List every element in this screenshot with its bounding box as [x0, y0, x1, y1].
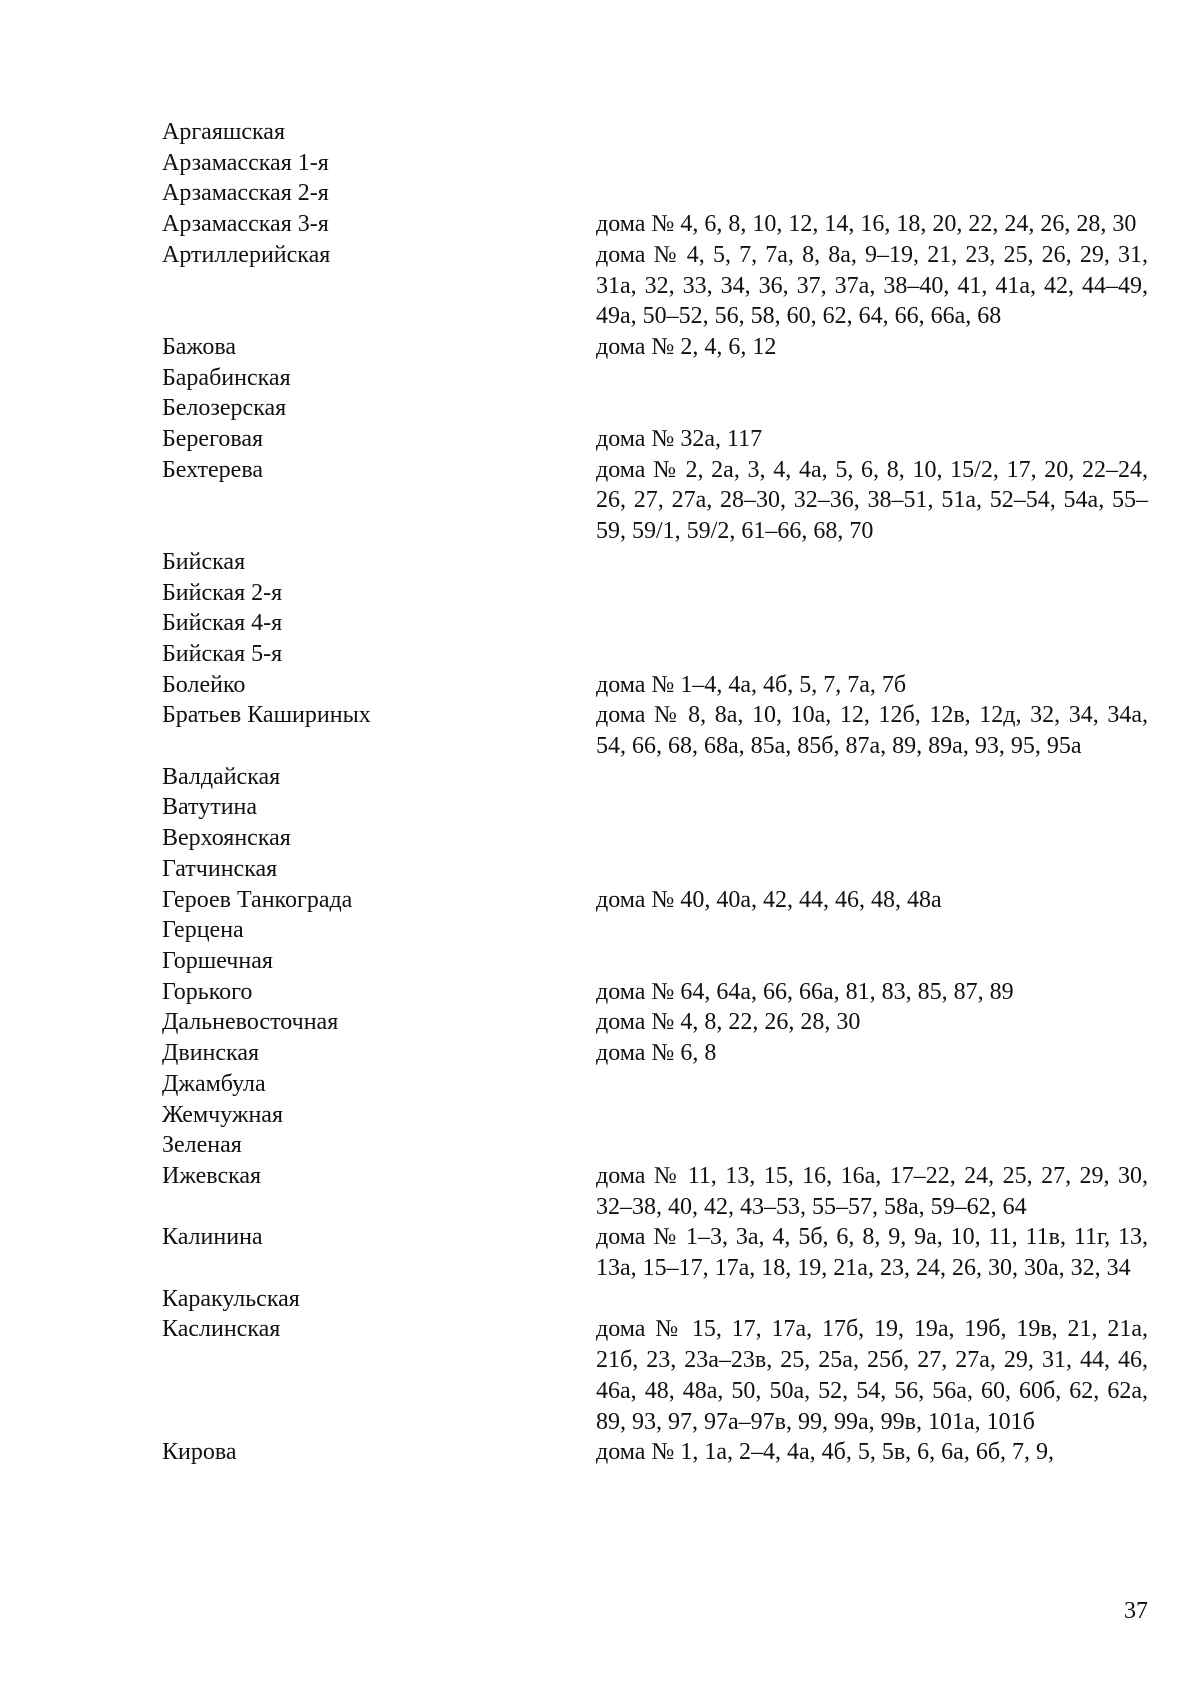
- street-name: Верхоянская: [162, 825, 291, 852]
- house-numbers: дома № 2, 2а, 3, 4, 4а, 5, 6, 8, 10, 15/2, 17, 20, 22–24, 26, 27, 27а, 28–30, 32–36, 38–51, 51а, 52–54, 54а, 55–59, 59/1, 59/2, 61–66, 68, 70: [596, 456, 1148, 545]
- house-numbers: дома № 32а, 117: [596, 426, 763, 453]
- house-numbers: дома № 15, 17, 17а, 17б, 19, 19а, 19б, 19в, 21, 21а, 21б, 23, 23а–23в, 25, 25а, 25б, 27, 27а, 29, 31, 44, 46, 46а, 48, 48а, 50, 50а, 52, 54, 56, 56а, 60, 60б, 62, 62а, 89, 93, 97, 97а–97в, 99, 99а, 99в, 101а, 101б: [596, 1316, 1148, 1435]
- street-entry: [162, 1437, 1157, 1468]
- street-name: Барабинская: [162, 364, 291, 391]
- street-name: Бехтерева: [162, 456, 263, 483]
- house-numbers: дома № 4, 6, 8, 10, 12, 14, 16, 18, 20, 22, 24, 26, 28, 30: [596, 211, 1137, 238]
- street-name: Бийская 2-я: [162, 579, 283, 606]
- street-entry: [162, 1100, 1157, 1131]
- street-entry: [162, 639, 1157, 670]
- street-entry: [162, 424, 1157, 455]
- street-name: Двинская: [162, 1040, 260, 1067]
- street-name: Зеленая: [162, 1132, 242, 1159]
- street-name: Бажова: [162, 333, 237, 360]
- street-name: Джамбула: [162, 1070, 266, 1097]
- street-entry: [162, 608, 1157, 639]
- house-numbers: дома № 1–4, 4а, 4б, 5, 7, 7а, 7б: [596, 671, 907, 698]
- street-name: Ижевская: [162, 1162, 262, 1189]
- street-name: Братьев Кашириных: [162, 702, 371, 729]
- street-name: Береговая: [162, 426, 264, 453]
- street-name: Каракульская: [162, 1285, 300, 1312]
- street-name: Горького: [162, 978, 253, 1005]
- street-name: Бийская 4-я: [162, 610, 283, 637]
- street-name: Жемчужная: [162, 1101, 283, 1128]
- street-name: Героев Танкограда: [162, 886, 353, 913]
- street-entry: [162, 332, 1157, 363]
- street-entry: [162, 547, 1157, 578]
- street-name: Кирова: [162, 1439, 237, 1466]
- street-entry: [162, 792, 1157, 823]
- house-numbers: дома № 40, 40а, 42, 44, 46, 48, 48а: [596, 886, 942, 913]
- house-numbers: дома № 64, 64а, 66, 66а, 81, 83, 85, 87, 89: [596, 978, 1014, 1005]
- street-entry: [162, 946, 1157, 977]
- street-entry: [162, 823, 1157, 854]
- street-entry: [162, 363, 1157, 394]
- street-entry: [162, 1038, 1157, 1069]
- street-entry: [162, 700, 1157, 761]
- street-name: Калинина: [162, 1224, 263, 1251]
- house-numbers: дома № 4, 8, 22, 26, 28, 30: [596, 1009, 861, 1036]
- street-name: Белозерская: [162, 395, 287, 422]
- house-numbers: дома № 11, 13, 15, 16, 16а, 17–22, 24, 25, 27, 29, 30, 32–38, 40, 42, 43–53, 55–57, 58а, 59–62, 64: [596, 1162, 1148, 1220]
- street-name: Арзамасская 3-я: [162, 211, 329, 238]
- street-entry: [162, 1222, 1157, 1283]
- street-entry: [162, 885, 1157, 916]
- page-number: 37: [1124, 1598, 1148, 1624]
- street-name: Бийская: [162, 548, 246, 575]
- street-name: Герцена: [162, 917, 244, 944]
- street-entry: [162, 178, 1157, 209]
- street-entry: [162, 1069, 1157, 1100]
- street-entry: [162, 977, 1157, 1008]
- street-entry: [162, 1007, 1157, 1038]
- street-name: Артиллерийская: [162, 241, 331, 268]
- street-entry: [162, 117, 1157, 148]
- street-entry: [162, 455, 1157, 547]
- house-numbers: дома № 8, 8а, 10, 10а, 12, 12б, 12в, 12д, 32, 34, 34а, 54, 66, 68, 68а, 85а, 85б, 87а, 89, 89а, 93, 95, 95а: [596, 702, 1148, 760]
- street-name: Горшечная: [162, 947, 273, 974]
- street-entry: [162, 1130, 1157, 1161]
- street-name: Валдайская: [162, 763, 281, 790]
- street-name: Аргаяшская: [162, 119, 285, 145]
- street-entry: [162, 762, 1157, 793]
- street-entry: [162, 915, 1157, 946]
- street-entry: [162, 578, 1157, 609]
- street-name: Арзамасская 1-я: [162, 149, 329, 176]
- house-numbers: дома № 2, 4, 6, 12: [596, 333, 777, 360]
- street-name: Арзамасская 2-я: [162, 180, 329, 207]
- street-list: [162, 117, 1157, 1468]
- street-entry: [162, 148, 1157, 179]
- street-entry: [162, 670, 1157, 701]
- house-numbers: дома № 4, 5, 7, 7а, 8, 8а, 9–19, 21, 23, 25, 26, 29, 31, 31а, 32, 33, 34, 36, 37, 37а, 38–40, 41, 41а, 42, 44–49, 49а, 50–52, 56, 58, 60, 62, 64, 66, 66а, 68: [596, 241, 1148, 330]
- street-entry: [162, 209, 1157, 240]
- street-entry: [162, 1284, 1157, 1315]
- street-name: Ватутина: [162, 794, 258, 821]
- house-numbers: дома № 1, 1а, 2–4, 4а, 4б, 5, 5в, 6, 6а, 6б, 7, 9,: [596, 1439, 1055, 1466]
- street-entry: [162, 854, 1157, 885]
- street-entry: [162, 1161, 1157, 1222]
- house-numbers: дома № 1–3, 3а, 4, 5б, 6, 8, 9, 9а, 10, 11, 11в, 11г, 13, 13а, 15–17, 17а, 18, 19, 21а, 23, 24, 26, 30, 30а, 32, 34: [596, 1224, 1148, 1282]
- house-numbers: дома № 6, 8: [596, 1040, 717, 1067]
- street-entry: [162, 393, 1157, 424]
- street-name: Бийская 5-я: [162, 640, 283, 667]
- street-name: Гатчинская: [162, 855, 278, 882]
- street-name: Каслинская: [162, 1316, 281, 1343]
- street-name: Болейко: [162, 671, 246, 698]
- street-name: Дальневосточная: [162, 1009, 339, 1036]
- street-entry: [162, 240, 1157, 332]
- street-entry: [162, 1314, 1157, 1437]
